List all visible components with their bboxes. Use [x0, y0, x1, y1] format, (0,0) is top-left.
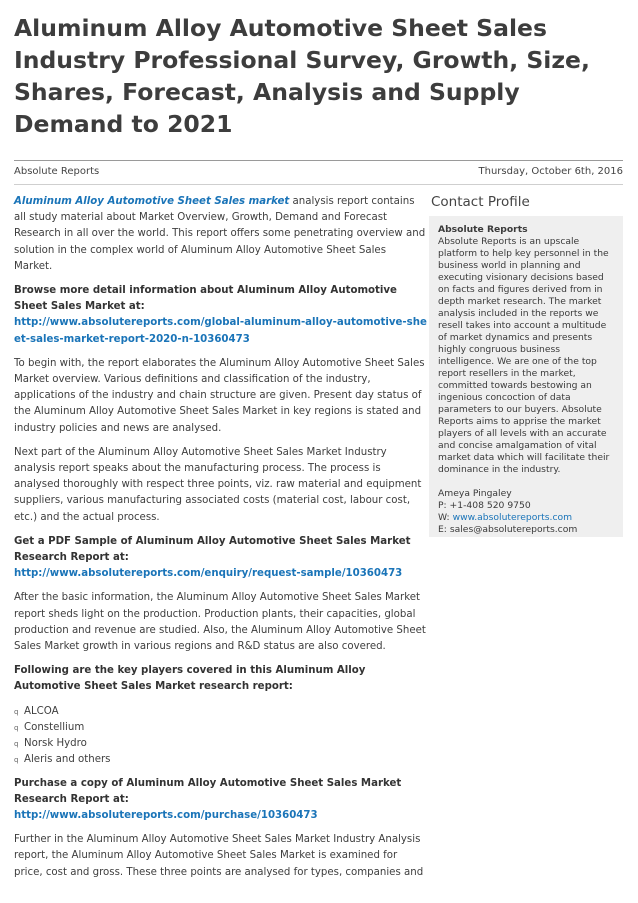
- sample-heading: Get a PDF Sample of Aluminum Alloy Automotive Sheet Sales Market Research Report at:: [14, 535, 411, 564]
- browse-link[interactable]: http://www.absolutereports.com/global-aluminum-alloy-automotive-sheet-sales-market-report-2020-n-10360473: [14, 317, 427, 345]
- contact-profile-title: Contact Profile: [431, 194, 530, 210]
- browse-section: [14, 283, 427, 348]
- contact-name: Ameya Pingaley: [438, 488, 512, 499]
- contact-phone: P: +1-408 520 9750: [438, 500, 531, 511]
- bullet-icon: q: [14, 723, 19, 732]
- meta-divider: [14, 184, 623, 185]
- bullet-icon: q: [14, 756, 19, 765]
- players-heading: [14, 663, 427, 695]
- list-item: q Aleris and others: [14, 752, 427, 768]
- overview-paragraph: To begin with, the report elaborates the Aluminum Alloy Automotive Sheet Sales Market overview. Various definitions and classification of the industry, applications of the industry and chain structure are given. Present day status of the Aluminum Alloy Automotive Sheet Sales Market in key regions is stated and industry policies and news are analysed.: [14, 357, 425, 434]
- browse-heading: Browse more detail information about Aluminum Alloy Automotive Sheet Sales Market at:: [14, 285, 397, 313]
- sample-section: [14, 534, 427, 583]
- intro-paragraph: [14, 194, 427, 275]
- list-item: q Constellium: [14, 720, 427, 736]
- purchase-section: [14, 776, 427, 825]
- intro-text: analysis report contains all study material about Market Overview, Growth, Demand and Forecast Research in all over the world. This report offers some penetrating overview and solution in the complex world of Aluminum Alloy Automotive Sheet Sales Market.: [14, 196, 426, 272]
- publisher-name: Absolute Reports: [14, 166, 100, 177]
- contact-profile-box: [429, 216, 623, 537]
- analysis-paragraph: Further in the Aluminum Alloy Automotive Sheet Sales Market Industry Analysis report, the Aluminum Alloy Automotive Sheet Sales Market is examined for price, cost and gross. These three points are analysed for types, companies and: [14, 834, 424, 878]
- bullet-icon: q: [14, 707, 19, 716]
- production-paragraph: After the basic information, the Aluminum Alloy Automotive Sheet Sales Market report sheds light on the production. Production plants, their capacities, global production and revenue are studied. Also, the Aluminum Alloy Automotive Sheet Sales Market growth in various regions and R&D status are also covered.: [14, 592, 426, 653]
- contact-email[interactable]: E: sales@absolutereports.com: [438, 524, 578, 535]
- org-name: Absolute Reports: [438, 224, 528, 235]
- contact-profile: [429, 192, 623, 537]
- org-description: Absolute Reports is an upscale platform to help key personnel in the business world in planning and executing visionary decisions based on facts and figures derived from in depth market research. The market analysis included in the reports we resell takes into account a multitude of market dynamics and presents highly congruous business intelligence. We are one of the top report resellers in the market, committed towards bestowing an ingenious concoction of data parameters to our buyers. Absolute Reports aims to apprise the market players of all levels with an accurate and concise amalgamation of vital market data which will facilitate their dominance in the industry.: [438, 236, 610, 475]
- header-divider: [14, 160, 623, 161]
- manufacturing-paragraph: Next part of the Aluminum Alloy Automotive Sheet Sales Market Industry analysis report speaks about the manufacturing process. The process is analysed thoroughly with respect three points, viz. raw material and equipment suppliers, various manufacturing associated costs (material cost, labour cost, etc.) and the actual process.: [14, 446, 422, 523]
- document-title: Aluminum Alloy Automotive Sheet Sales Industry Professional Survey, Growth, Size, Shares, Forecast, Analysis and Supply Demand to 2021: [14, 14, 590, 138]
- sample-link[interactable]: http://www.absolutereports.com/enquiry/request-sample/10360473: [14, 568, 403, 580]
- bullet-icon: q: [14, 740, 19, 749]
- article-body: [14, 194, 427, 889]
- players-heading-text: Following are the key players covered in this Aluminum Alloy Automotive Sheet Sales Market research report:: [14, 665, 366, 693]
- players-list: [14, 704, 427, 769]
- website-link[interactable]: www.absolutereports.com: [452, 512, 573, 523]
- contact-website: W: www.absolutereports.com: [438, 512, 573, 523]
- intro-lead-link[interactable]: Aluminum Alloy Automotive Sheet Sales market: [14, 196, 290, 207]
- publish-date: Thursday, October 6th, 2016: [478, 166, 623, 177]
- purchase-link[interactable]: http://www.absolutereports.com/purchase/10360473: [14, 809, 318, 821]
- list-item: q Norsk Hydro: [14, 736, 427, 752]
- purchase-heading: Purchase a copy of Aluminum Alloy Automotive Sheet Sales Market Research Report at:: [14, 777, 402, 805]
- list-item: q ALCOA: [14, 704, 427, 720]
